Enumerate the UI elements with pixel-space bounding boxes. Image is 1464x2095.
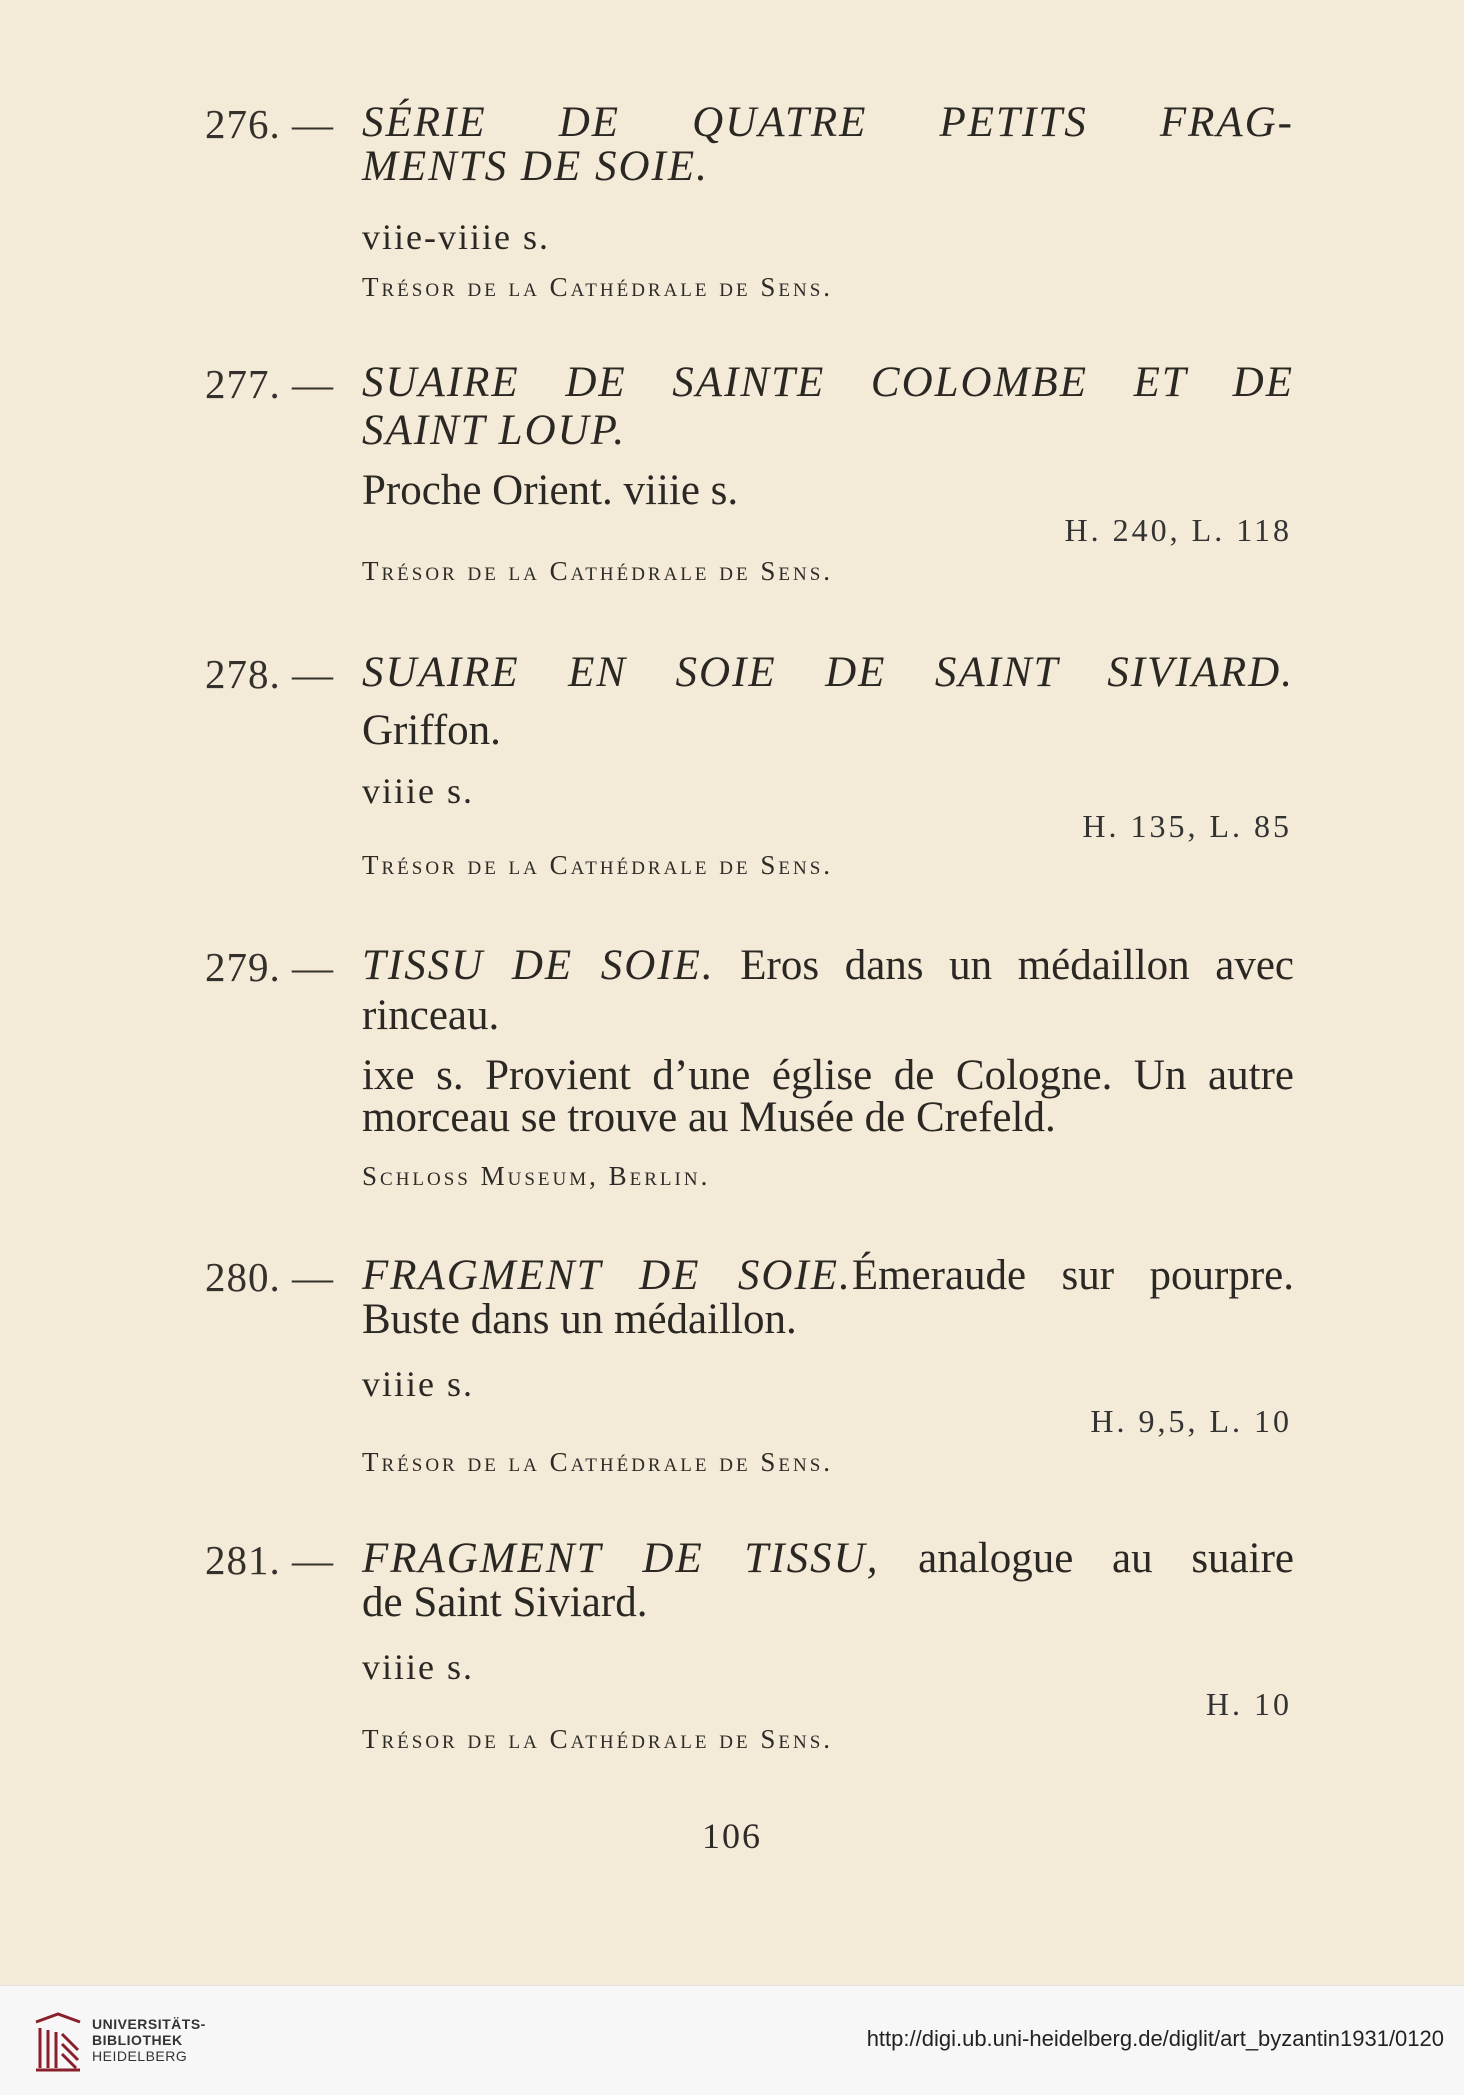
- entry-title: SÉRIE DE QUATRE PETITS FRAG-: [362, 99, 1294, 146]
- entry-title-rest: Émeraude sur pourpre.: [851, 1252, 1294, 1299]
- entry-location: Trésor de la Cathédrale de Sens.: [362, 850, 834, 880]
- entry-date: viiie s.: [362, 1364, 474, 1404]
- entry-title-continued: MENTS DE SOIE.: [362, 143, 709, 190]
- entry-title-rest: analogue au suaire: [918, 1535, 1294, 1582]
- library-logo-icon: [32, 2010, 84, 2074]
- entry-location: Trésor de la Cathédrale de Sens.: [362, 1724, 834, 1754]
- entry-title-line: [362, 1253, 1294, 1299]
- entry-title: TISSU DE SOIE.: [362, 942, 715, 989]
- entry-title-line: [362, 943, 1294, 989]
- entry-number: 279. —: [205, 944, 334, 990]
- entry-dimensions: H. 10: [1205, 1686, 1292, 1722]
- entry-description: Griffon.: [362, 707, 501, 754]
- entry-dimensions: H. 240, L. 118: [1064, 512, 1292, 548]
- entry-location: Trésor de la Cathédrale de Sens.: [362, 272, 834, 302]
- permalink-url[interactable]: http://digi.ub.uni-heidelberg.de/diglit/art_byzantin1931/0120: [866, 2026, 1444, 2051]
- entry-title: FRAGMENT DE TISSU,: [362, 1535, 880, 1582]
- entry-title-continued: SAINT LOUP.: [362, 407, 627, 454]
- entry-date: viiie s.: [362, 771, 474, 811]
- entry-title: FRAGMENT DE SOIE.: [362, 1252, 852, 1299]
- entry-title-line: [362, 100, 1294, 146]
- entry-date: viiie s.: [362, 1647, 474, 1687]
- page-number: 106: [702, 1816, 762, 1856]
- library-name: UNIVERSITÄTS- BIBLIOTHEK HEIDELBERG: [92, 2016, 206, 2064]
- entry-title: SUAIRE DE SAINTE COLOMBE ET DE: [362, 359, 1294, 406]
- entry-number: 281. —: [205, 1537, 334, 1583]
- entry-location: Schloss Museum, Berlin.: [362, 1161, 711, 1191]
- entry-dimensions: H. 9,5, L. 10: [1090, 1403, 1292, 1439]
- entry-number: 278. —: [205, 651, 334, 697]
- entry-title-rest: Eros dans un médaillon avec: [740, 942, 1295, 989]
- entry-title-line: [362, 1536, 1294, 1582]
- entry-description-continued: morceau se trouve au Musée de Crefeld.: [362, 1094, 1056, 1141]
- entry-date: viie-viiie s.: [362, 217, 550, 257]
- entry-number: 276. —: [205, 101, 334, 147]
- entry-number: 277. —: [205, 361, 334, 407]
- library-footer: [0, 1985, 1464, 2095]
- entry-location: Trésor de la Cathédrale de Sens.: [362, 1447, 834, 1477]
- entry-title-continued: de Saint Siviard.: [362, 1579, 648, 1626]
- entry-title-line: [362, 360, 1294, 406]
- entry-number: 280. —: [205, 1254, 334, 1300]
- entry-title-line: [362, 650, 1294, 696]
- entry-dimensions: H. 135, L. 85: [1082, 808, 1292, 844]
- entry-title-continued: rinceau.: [362, 992, 500, 1039]
- entry-description: ixe s. Provient d’une église de Cologne. Un autre: [362, 1052, 1294, 1099]
- entry-title: SUAIRE EN SOIE DE SAINT SIVIARD.: [362, 649, 1294, 696]
- entry-description: Proche Orient. viiie s.: [362, 467, 739, 514]
- entry-title-continued: Buste dans un médaillon.: [362, 1296, 797, 1343]
- entry-location: Trésor de la Cathédrale de Sens.: [362, 556, 834, 586]
